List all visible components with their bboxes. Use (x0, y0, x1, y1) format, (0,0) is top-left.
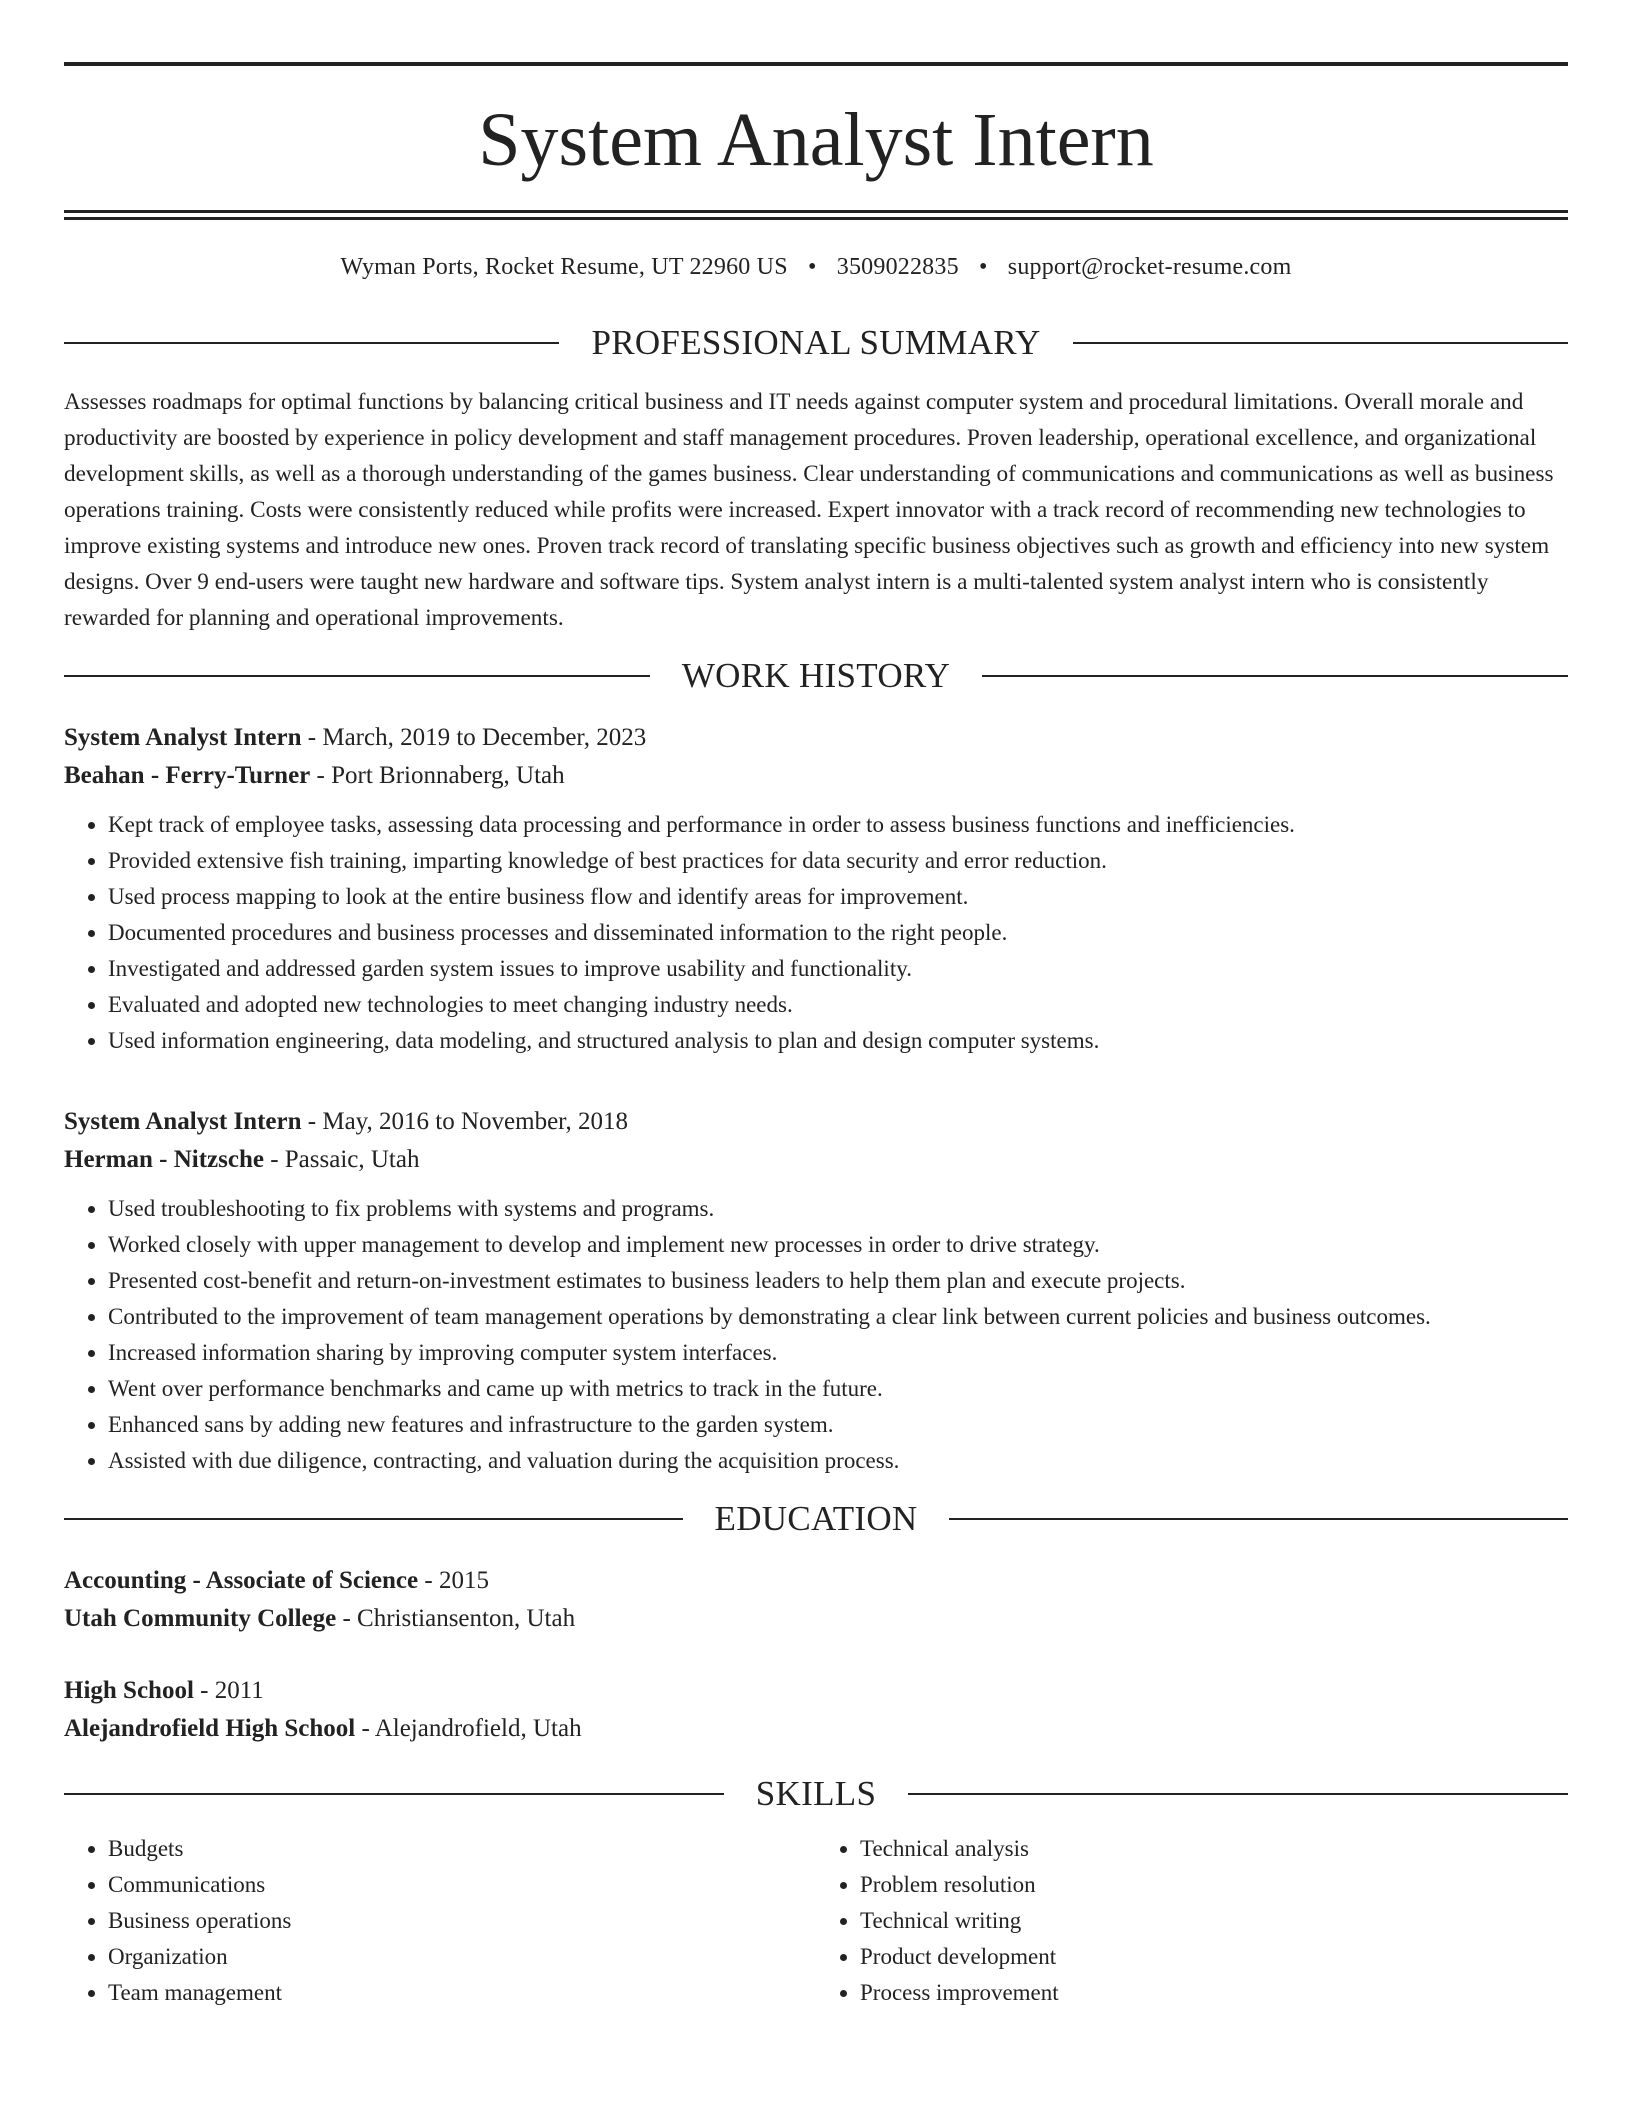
job-entry (64, 1103, 1568, 1179)
education-degree: High School (64, 1677, 194, 1704)
job-company-line (64, 757, 1568, 795)
heading-rule (64, 1518, 683, 1520)
list-item: • Technical writing (860, 1903, 1568, 1939)
list-item: • Used process mapping to look at the entire business flow and identify areas for improvement. (108, 879, 1568, 915)
skills-columns (64, 1831, 1568, 2011)
list-item: • Used troubleshooting to fix problems with systems and programs. (108, 1191, 1568, 1227)
list-item: • Process improvement (860, 1975, 1568, 2011)
heading-rule (908, 1793, 1568, 1795)
list-item: • Team management (108, 1975, 816, 2011)
skills-list-right (816, 1831, 1568, 2011)
job-title-line (64, 719, 1568, 757)
list-item: • Problem resolution (860, 1867, 1568, 1903)
job-title: System Analyst Intern (64, 724, 302, 751)
list-item: • Organization (108, 1939, 816, 1975)
list-item: • Product development (860, 1939, 1568, 1975)
job-bullets (64, 1191, 1568, 1479)
job-location: - Port Brionnaberg, Utah (310, 762, 565, 789)
heading-rule (949, 1518, 1568, 1520)
education-year: - 2015 (418, 1567, 489, 1594)
job-dates: - March, 2019 to December, 2023 (301, 724, 647, 751)
education-year: - 2011 (193, 1677, 264, 1704)
section-title: PROFESSIONAL SUMMARY (591, 323, 1041, 362)
list-item: • Presented cost-benefit and return-on-investment estimates to business leaders to help them plan and execute projects. (108, 1263, 1568, 1299)
job-company-line (64, 1141, 1568, 1179)
education-location: - Alejandrofield, Utah (355, 1715, 582, 1742)
section-heading-summary (64, 325, 1568, 360)
list-item: • Increased information sharing by improving computer system interfaces. (108, 1335, 1568, 1371)
education-location: - Christiansenton, Utah (336, 1605, 576, 1632)
job-company: Herman - Nitzsche (64, 1146, 264, 1173)
list-item: • Kept track of employee tasks, assessing data processing and performance in order to assess business functions and inefficiencies. (108, 807, 1568, 843)
heading-rule (64, 675, 650, 677)
job-title-line (64, 1103, 1568, 1141)
job-bullets (64, 807, 1568, 1059)
heading-rule (982, 675, 1568, 677)
education-degree-line (64, 1562, 1568, 1600)
heading-rule (64, 1793, 724, 1795)
section-heading-work-history (64, 658, 1568, 693)
education-school-line (64, 1710, 1568, 1748)
section-title: EDUCATION (714, 1499, 918, 1538)
title-double-rule (64, 210, 1568, 220)
job-company: Beahan - Ferry-Turner (64, 762, 311, 789)
job-location: - Passaic, Utah (263, 1146, 420, 1173)
job-entry (64, 719, 1568, 795)
resume-title: System Analyst Intern (478, 98, 1154, 182)
list-item: • Provided extensive fish training, imparting knowledge of best practices for data security and error reduction. (108, 843, 1568, 879)
contact-separator: • (807, 254, 817, 280)
education-school: Utah Community College (64, 1605, 337, 1632)
list-item: • Contributed to the improvement of team management operations by demonstrating a clear link between current policies and business outcomes. (108, 1299, 1568, 1335)
education-school: Alejandrofield High School (64, 1715, 356, 1742)
section-heading-skills (64, 1776, 1568, 1811)
list-item: • Investigated and addressed garden system issues to improve usability and functionality. (108, 951, 1568, 987)
contact-address: Wyman Ports, Rocket Resume, UT 22960 US (340, 254, 788, 280)
top-rule (64, 62, 1568, 66)
list-item: • Budgets (108, 1831, 816, 1867)
education-degree-line (64, 1672, 1568, 1710)
summary-text: Assesses roadmaps for optimal functions by balancing critical business and IT needs against computer system and procedural limitations. Overall morale and productivity are boosted by experience in policy development and staff management procedures. Proven leadership, operational excellence, and organizational development skills, as well as a thorough understanding of the games business. Clear understanding of communications and communications as well as business operations training. Costs were consistently reduced while profits were increased. Expert innovator with a track record of recommending new technologies to improve existing systems and introduce new ones. Proven track record of translating specific business objectives such as growth and efficiency into new system designs. Over 9 end-users were taught new hardware and software tips. System analyst intern is a multi-talented system analyst intern who is consistently rewarded for planning and operational improvements. (64, 389, 1554, 631)
list-item: • Worked closely with upper management to develop and implement new processes in order to drive strategy. (108, 1227, 1568, 1263)
section-heading-education (64, 1501, 1568, 1536)
education-entry (64, 1672, 1568, 1748)
contact-phone: 3509022835 (836, 254, 959, 280)
skills-list-left (64, 1831, 816, 2011)
list-item: • Enhanced sans by adding new features and infrastructure to the garden system. (108, 1407, 1568, 1443)
job-title: System Analyst Intern (64, 1108, 302, 1135)
list-item: • Business operations (108, 1903, 816, 1939)
list-item: • Documented procedures and business processes and disseminated information to the right people. (108, 915, 1568, 951)
list-item: • Technical analysis (860, 1831, 1568, 1867)
resume-page (64, 0, 1568, 2011)
education-school-line (64, 1600, 1568, 1638)
job-dates: - May, 2016 to November, 2018 (301, 1108, 629, 1135)
education-degree: Accounting - Associate of Science (64, 1567, 419, 1594)
contact-separator: • (978, 254, 988, 280)
list-item: • Evaluated and adopted new technologies to meet changing industry needs. (108, 987, 1568, 1023)
education-entry (64, 1562, 1568, 1638)
heading-rule (64, 342, 559, 344)
section-title: SKILLS (755, 1774, 877, 1813)
contact-email: support@rocket-resume.com (1007, 254, 1292, 280)
contact-line (64, 254, 1568, 281)
list-item: • Communications (108, 1867, 816, 1903)
list-item: • Went over performance benchmarks and came up with metrics to track in the future. (108, 1371, 1568, 1407)
section-title: WORK HISTORY (681, 656, 951, 695)
list-item: • Assisted with due diligence, contracting, and valuation during the acquisition process. (108, 1443, 1568, 1479)
heading-rule (1073, 342, 1568, 344)
list-item: • Used information engineering, data modeling, and structured analysis to plan and design computer systems. (108, 1023, 1568, 1059)
